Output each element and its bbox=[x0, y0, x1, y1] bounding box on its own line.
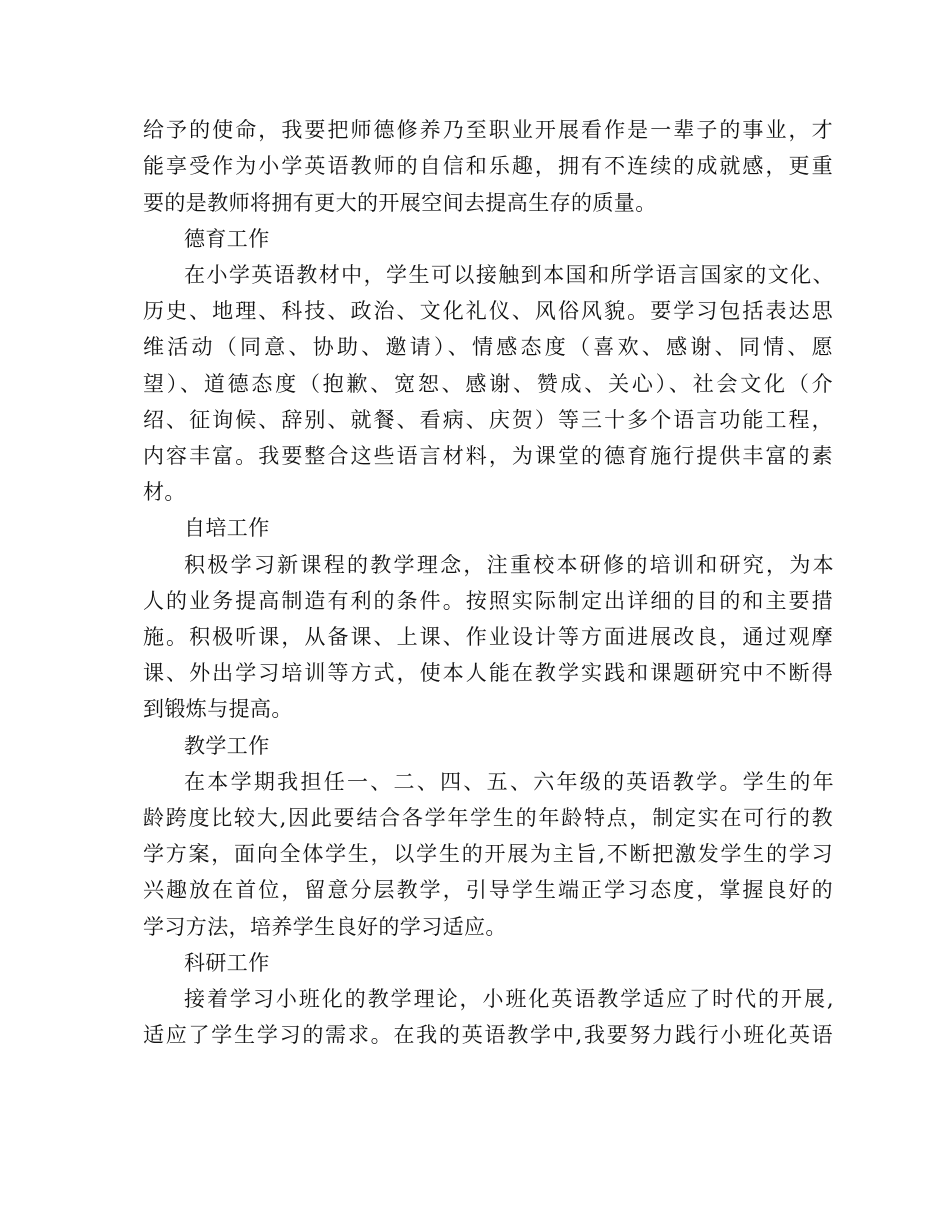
section-heading-research: 科研工作 bbox=[184, 951, 270, 975]
paragraph-line: 材。 bbox=[143, 480, 186, 504]
paragraph-line: 维活动（同意、协助、邀请）、情感态度（喜欢、感谢、同情、愿 bbox=[143, 335, 833, 359]
paragraph-line: 龄跨度比较大,因此要结合各学年学生的年龄特点，制定实在可行的教 bbox=[143, 806, 833, 830]
paragraph-line: 积极学习新课程的教学理念，注重校本研修的培训和研究，为本 bbox=[184, 553, 834, 577]
paragraph-line: 人的业务提高制造有利的条件。按照实际制定出详细的目的和主要措 bbox=[143, 589, 833, 613]
section-heading-teaching: 教学工作 bbox=[184, 734, 270, 758]
paragraph-line: 课、外出学习培训等方式，使本人能在教学实践和课题研究中不断得 bbox=[143, 661, 833, 685]
section-heading-moral-education: 德育工作 bbox=[184, 227, 270, 251]
paragraph-line: 在小学英语教材中，学生可以接触到本国和所学语言国家的文化、 bbox=[184, 263, 834, 287]
paragraph-line: 适应了学生学习的需求。在我的英语教学中,我要努力践行小班化英语 bbox=[143, 1023, 833, 1047]
paragraph-line: 给予的使命，我要把师德修养乃至职业开展看作是一辈子的事业，才 bbox=[143, 118, 833, 142]
paragraph-line: 历史、地理、科技、政治、文化礼仪、风俗风貌。要学习包括表达思 bbox=[143, 299, 833, 323]
paragraph-line: 到锻炼与提高。 bbox=[143, 697, 293, 721]
paragraph-line: 绍、征询候、辞别、就餐、看病、庆贺）等三十多个语言功能工程， bbox=[143, 408, 833, 432]
paragraph-line: 施。积极听课，从备课、上课、作业设计等方面进展改良，通过观摩 bbox=[143, 625, 833, 649]
paragraph-line: 学习方法，培养学生良好的学习适应。 bbox=[143, 915, 507, 939]
paragraph-line: 内容丰富。我要整合这些语言材料，为课堂的德育施行提供丰富的素 bbox=[143, 444, 833, 468]
paragraph-line: 兴趣放在首位，留意分层教学，引导学生端正学习态度，掌握良好的 bbox=[143, 878, 833, 902]
paragraph-line: 在本学期我担任一、二、四、五、六年级的英语教学。学生的年 bbox=[184, 770, 834, 794]
paragraph-line: 接着学习小班化的教学理论，小班化英语教学适应了时代的开展, bbox=[184, 987, 834, 1011]
paragraph-line: 望）、道德态度（抱歉、宽恕、感谢、赞成、关心）、社会文化（介 bbox=[143, 372, 833, 396]
paragraph-line: 要的是教师将拥有更大的开展空间去提高生存的质量。 bbox=[143, 191, 657, 215]
paragraph-line: 能享受作为小学英语教师的自信和乐趣，拥有不连续的成就感，更重 bbox=[143, 154, 833, 178]
paragraph-line: 学方案，面向全体学生，以学生的开展为主旨,不断把激发学生的学习 bbox=[143, 842, 833, 866]
section-heading-self-training: 自培工作 bbox=[184, 516, 270, 540]
